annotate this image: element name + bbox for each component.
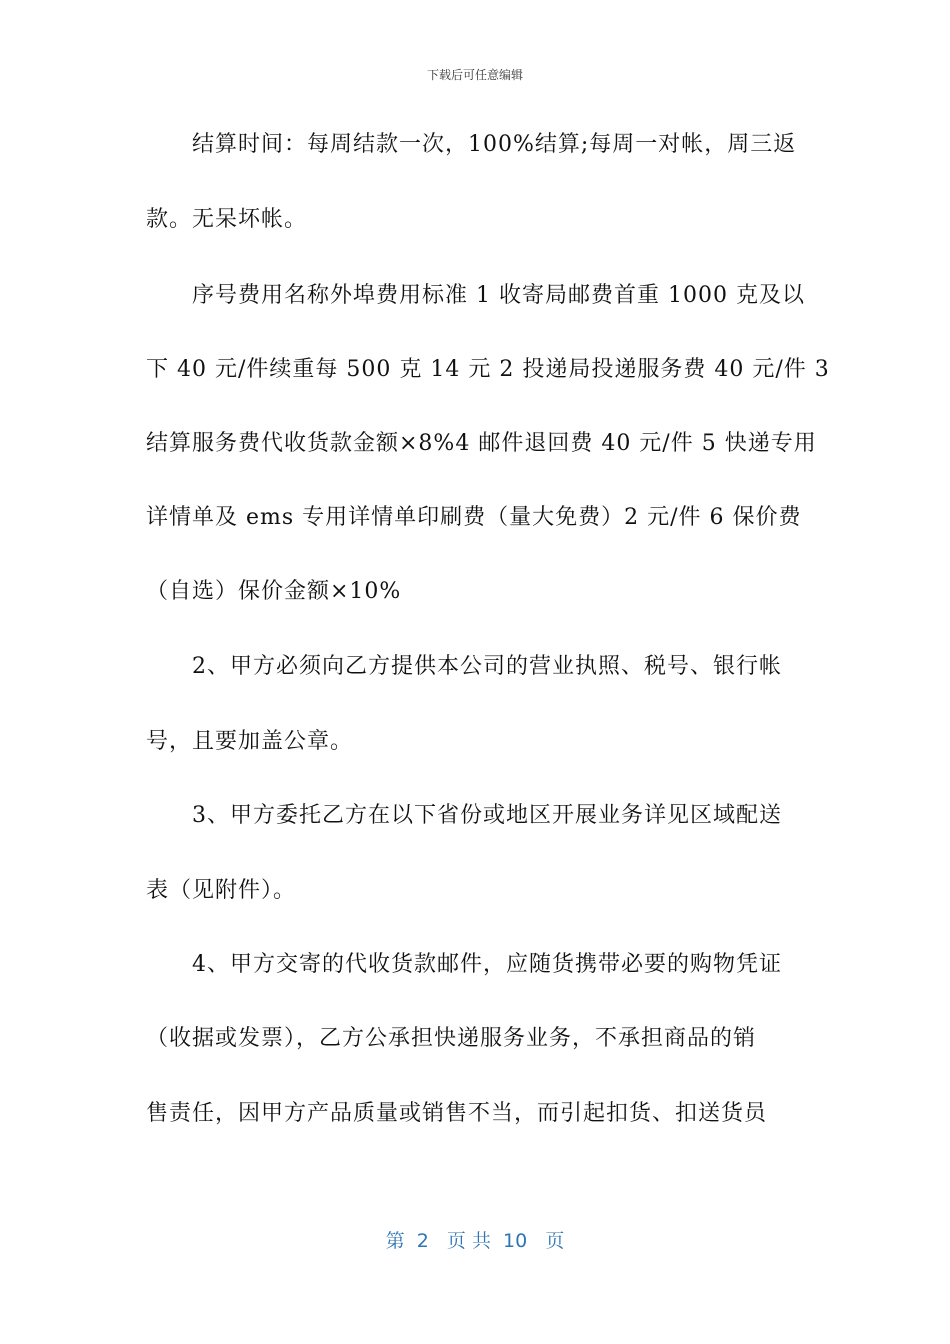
page-number-footer: 第 2 页 共 10 页 (385, 1230, 565, 1252)
paragraph-line: 表（见附件）。 (146, 878, 297, 903)
paragraph-line: （自选）保价金额×10% (146, 579, 402, 604)
paragraph-line: 款。无呆坏帐。 (146, 207, 308, 232)
paragraph-line: 号，且要加盖公章。 (146, 729, 354, 754)
paragraph-line: 下 40 元/件续重每 500 克 14 元 2 投递局投递服务费 40 元/件 3 (146, 357, 830, 382)
paragraph-line: （收据或发票），乙方公承担快递服务业务，不承担商品的销 (146, 1026, 757, 1051)
paragraph-line: 结算时间：每周结款一次，100%结算;每周一对帐，周三返 (192, 132, 797, 157)
paragraph-line: 序号费用名称外埠费用标准 1 收寄局邮费首重 1000 克及以 (192, 283, 805, 308)
paragraph-line: 2、甲方必须向乙方提供本公司的营业执照、税号、银行帐 (192, 654, 782, 679)
paragraph-line: 3、甲方委托乙方在以下省份或地区开展业务详见区域配送 (192, 803, 782, 828)
paragraph-line: 详情单及 ems 专用详情单印刷费（量大免费）2 元/件 6 保价费 (146, 505, 802, 530)
paragraph-line: 售责任，因甲方产品质量或销售不当，而引起扣货、扣送货员 (146, 1101, 768, 1126)
header-note: 下载后可任意编辑 (426, 68, 523, 82)
paragraph-line: 4、甲方交寄的代收货款邮件，应随货携带必要的购物凭证 (192, 952, 782, 977)
paragraph-line: 结算服务费代收货款金额×8%4 邮件退回费 40 元/件 5 快递专用 (146, 431, 817, 456)
